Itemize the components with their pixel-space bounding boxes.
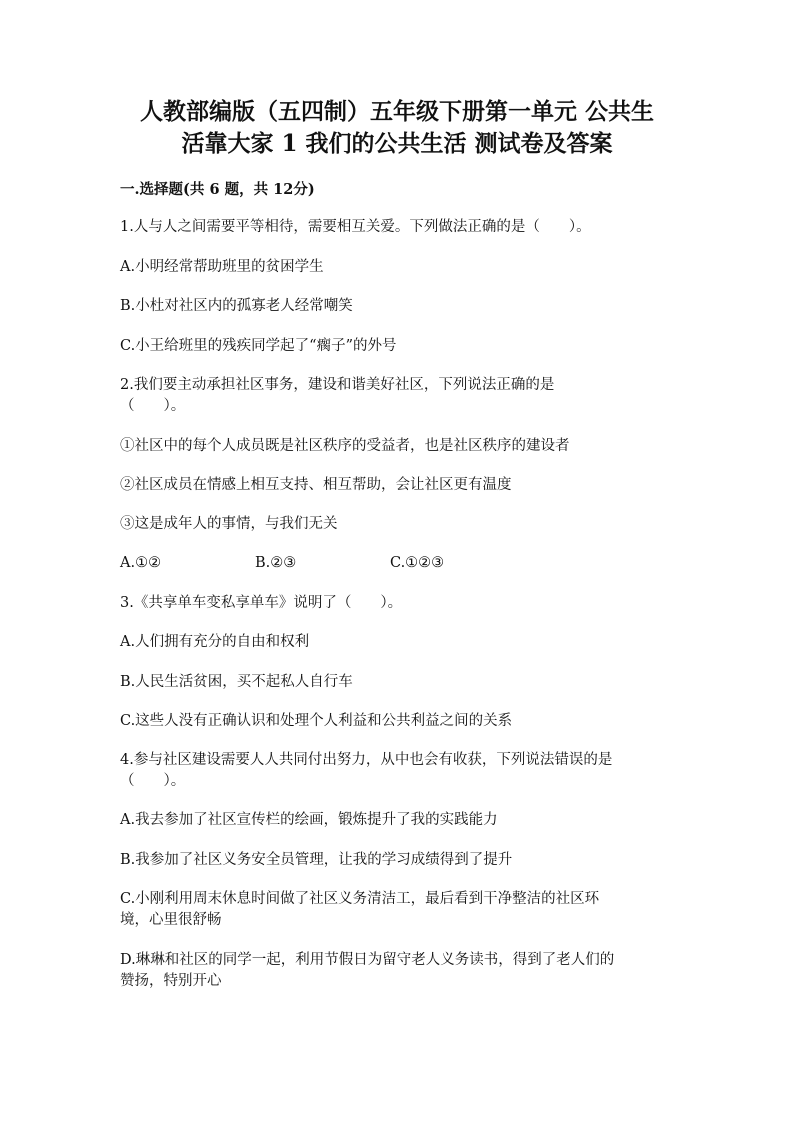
question-4-option-c-line-1: C.小刚利用周末休息时间做了社区义务清洁工，最后看到干净整洁的社区环 (120, 891, 600, 907)
question-4-option-b: B.我参加了社区义务安全员管理，让我的学习成绩得到了提升 (120, 852, 513, 868)
question-1-option-a: A.小明经常帮助班里的贫困学生 (120, 259, 324, 275)
question-2-option-c: C.①②③ (390, 555, 445, 571)
question-2-statement-3: ③这是成年人的事情，与我们无关 (120, 516, 338, 532)
question-4-option-d-line-2: 赞扬，特别开心 (120, 973, 222, 989)
question-2-statement-2: ②社区成员在情感上相互支持、相互帮助，会让社区更有温度 (120, 477, 512, 493)
question-3-option-a: A.人们拥有充分的自由和权利 (120, 634, 310, 650)
question-1-stem: 1.人与人之间需要平等相待，需要相互关爱。下列做法正确的是（ ）。 (120, 219, 591, 235)
question-4-option-a: A.我去参加了社区宣传栏的绘画，锻炼提升了我的实践能力 (120, 812, 498, 828)
question-2-statement-1: ①社区中的每个人成员既是社区秩序的受益者，也是社区秩序的建设者 (120, 438, 570, 454)
question-3-option-b: B.人民生活贫困，买不起私人自行车 (120, 674, 353, 690)
question-2-option-b: B.②③ (255, 555, 297, 571)
question-3-stem: 3.《共享单车变私享单车》说明了（ ）。 (120, 595, 403, 611)
question-2-stem-line-2: （ ）。 (120, 398, 186, 414)
question-4-stem-line-1: 4.参与社区建设需要人人共同付出努力，从中也会有收获，下列说法错误的是 (120, 752, 613, 768)
question-1-option-b: B.小杜对社区内的孤寡老人经常嘲笑 (120, 298, 353, 314)
question-2-option-a: A.①② (120, 555, 162, 571)
document-title-line-1: 人教部编版（五四制）五年级下册第一单元 公共生 (139, 98, 654, 125)
question-4-option-c-line-2: 境，心里很舒畅 (120, 912, 222, 928)
question-1-option-c: C.小王给班里的残疾同学起了“瘸子”的外号 (120, 338, 397, 354)
question-2-stem-line-1: 2.我们要主动承担社区事务，建设和谐美好社区，下列说法正确的是 (120, 377, 555, 393)
question-4-option-d-line-1: D.琳琳和社区的同学一起，利用节假日为留守老人义务读书，得到了老人们的 (120, 952, 615, 968)
document-title-line-2: 活靠大家 1 我们的公共生活 测试卷及答案 (181, 130, 613, 157)
question-4-stem-line-2: （ ）。 (120, 773, 186, 789)
question-3-option-c: C.这些人没有正确认识和处理个人利益和公共利益之间的关系 (120, 713, 513, 729)
section-heading: 一.选择题(共 6 题，共 12分) (120, 181, 315, 198)
